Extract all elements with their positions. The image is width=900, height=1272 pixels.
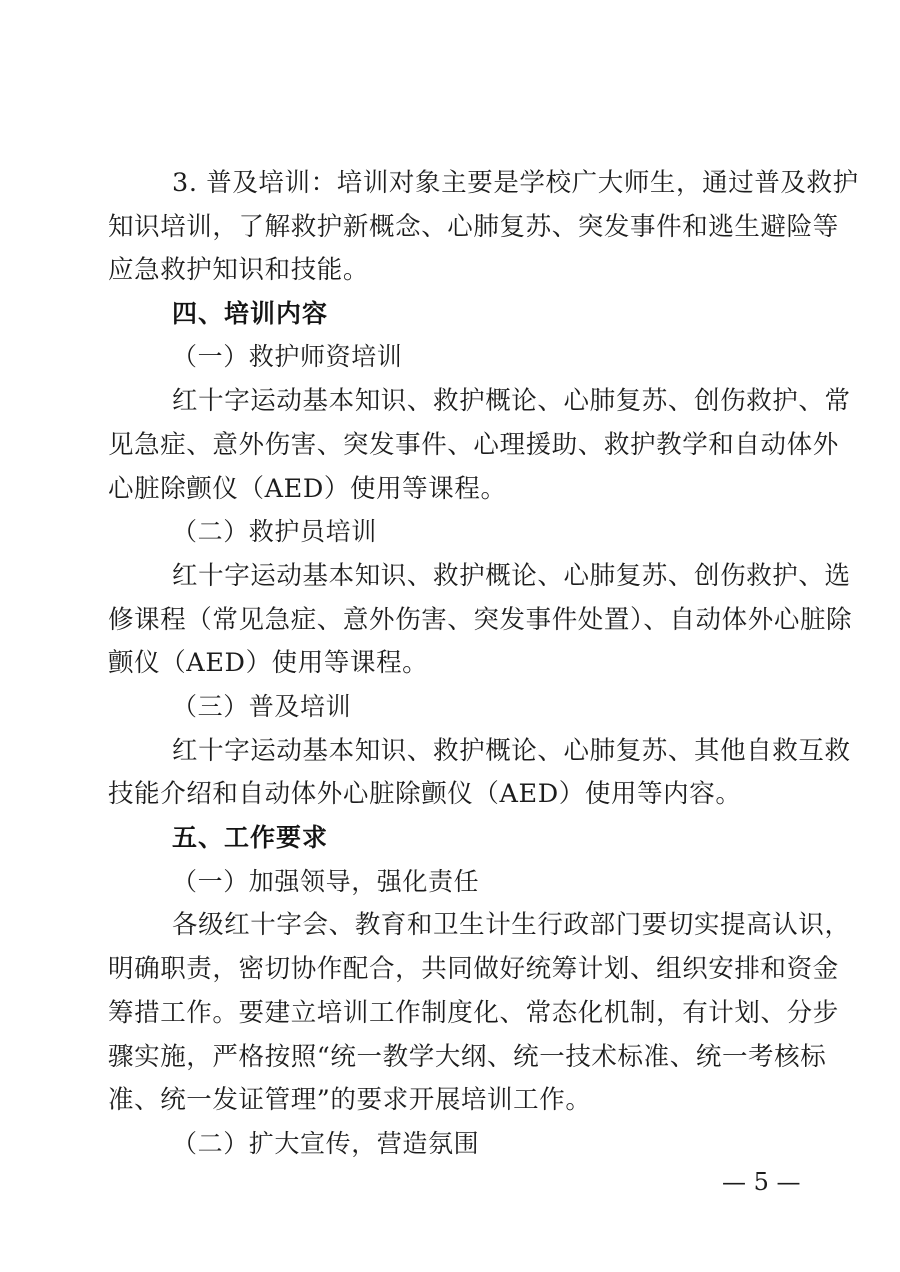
paragraph-line: 红十字运动基本知识、救护概论、心肺复苏、创伤救护、常	[172, 386, 851, 416]
subsection-heading: （二）扩大宣传，营造氛围	[172, 1129, 480, 1158]
paragraph-line: 颤仪（AED）使用等课程。	[108, 648, 429, 678]
paragraph-line: 3. 普及培训：培训对象主要是学校广大师生，通过普及救护	[172, 168, 859, 198]
paragraph-line: 骤实施，严格按照“统一教学大纲、统一技术标准、统一考核标	[108, 1042, 827, 1072]
paragraph-line: 红十字运动基本知识、救护概论、心肺复苏、创伤救护、选	[172, 561, 851, 591]
paragraph-line: 心脏除颤仪（AED）使用等课程。	[108, 474, 507, 504]
subsection-heading: （三）普及培训	[172, 692, 352, 721]
paragraph-line: 修课程（常见急症、意外伤害、突发事件处置）、自动体外心脏除	[108, 605, 853, 635]
section-heading: 五、工作要求	[172, 823, 329, 852]
paragraph-line: 应急救护知识和技能。	[108, 255, 370, 285]
paragraph-line: 各级红十字会、教育和卫生计生行政部门要切实提高认识，	[172, 910, 851, 940]
subsection-heading: （一）加强领导，强化责任	[172, 867, 480, 896]
paragraph-line: 知识培训，了解救护新概念、心肺复苏、突发事件和逃生避险等	[108, 212, 839, 242]
paragraph-line: 红十字运动基本知识、救护概论、心肺复苏、其他自救互救	[172, 736, 851, 766]
section-heading: 四、培训内容	[172, 299, 329, 328]
page-number: — 5 —	[722, 1168, 801, 1196]
paragraph-line: 见急症、意外伤害、突发事件、心理援助、救护教学和自动体外	[108, 430, 839, 460]
subsection-heading: （二）救护员培训	[172, 517, 377, 546]
paragraph-line: 明确职责，密切协作配合，共同做好统筹计划、组织安排和资金	[108, 954, 839, 984]
subsection-heading: （一）救护师资培训	[172, 342, 403, 371]
paragraph-line: 筹措工作。要建立培训工作制度化、常态化机制，有计划、分步	[108, 998, 839, 1028]
paragraph-line: 技能介绍和自动体外心脏除颤仪（AED）使用等内容。	[108, 779, 742, 809]
paragraph-line: 准、统一发证管理”的要求开展培训工作。	[108, 1085, 592, 1115]
